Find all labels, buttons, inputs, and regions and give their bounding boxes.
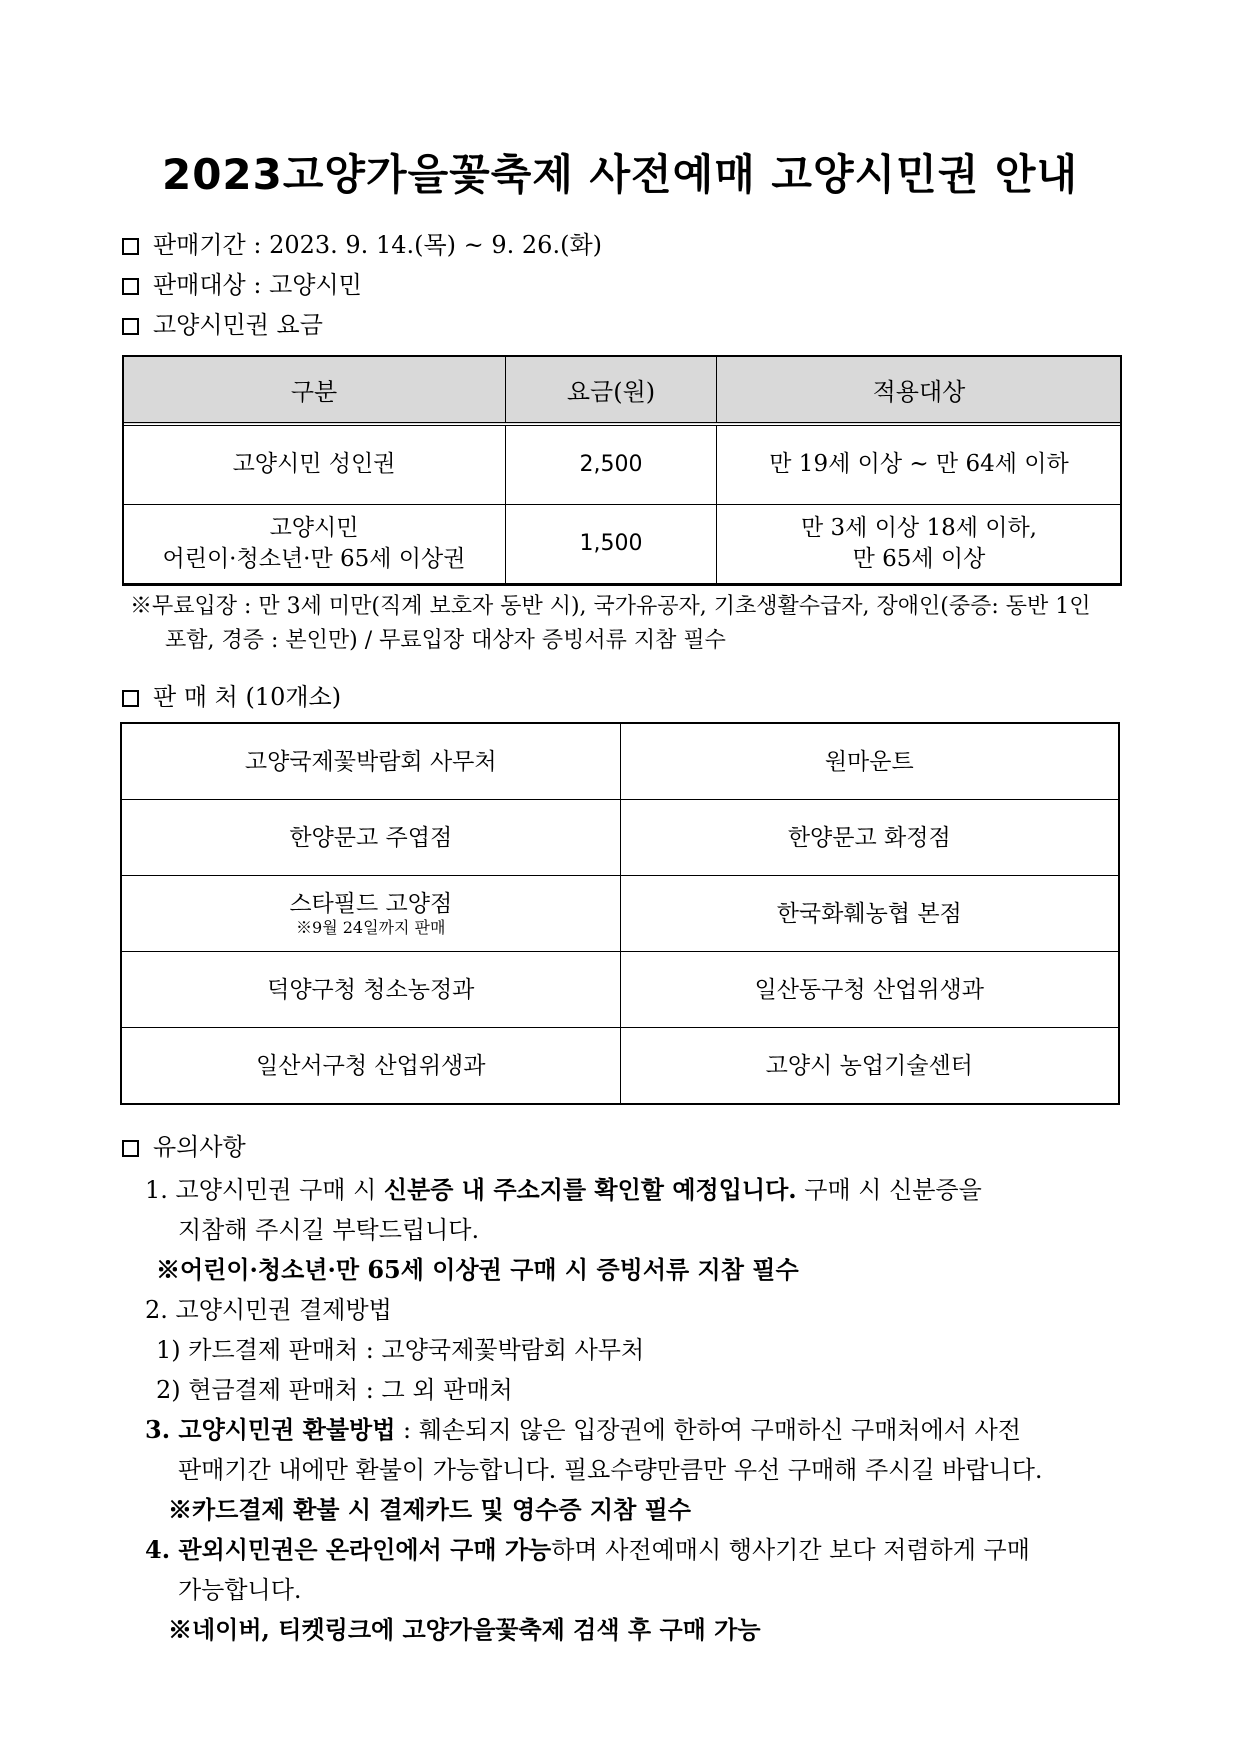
note-1: 1. 고양시민권 구매 시 신분증 내 주소지를 확인할 예정입니다. 구매 시 신분증을 <box>145 1175 982 1204</box>
table-row <box>121 1028 1119 1105</box>
checkbox-square-icon <box>122 278 139 295</box>
header-target: 적용대상 <box>717 356 1122 425</box>
note-2-1: 1) 카드결제 판매처 : 고양국제꽃박람회 사무처 <box>156 1336 645 1364</box>
table-row <box>123 504 1122 583</box>
sales-period: 판매기간 : 2023. 9. 14.(목) ~ 9. 26.(화) <box>122 228 602 262</box>
free-entry-note <box>130 590 1130 658</box>
header-price: 요금(원) <box>506 356 717 425</box>
sales-target: 판매대상 : 고양시민 <box>122 268 362 302</box>
table-row <box>121 723 1119 800</box>
free-note-line2: 포함, 경증 : 본인만) / 무료입장 대상자 증빙서류 지참 필수 <box>165 628 726 653</box>
checkbox-square-icon <box>122 238 139 255</box>
shop-cell: 덕양구청 청소농정과 <box>121 952 620 1028</box>
shop-cell: 고양시 농업기술센터 <box>620 1028 1119 1105</box>
table-row <box>121 876 1119 952</box>
note-2-2: 2) 현금결제 판매처 : 그 외 판매처 <box>156 1376 513 1404</box>
note-1-line2: 지참해 주시길 부탁드립니다. <box>178 1216 480 1244</box>
free-note-line1: ※무료입장 : 만 3세 미만(직계 보호자 동반 시), 국가유공자, 기초생활수급자, 장애인(중증: 동반 1인 <box>130 594 1091 619</box>
header-category: 구분 <box>123 356 506 425</box>
fee-table-header <box>123 356 1122 425</box>
note-4-warning: ※네이버, 티켓링크에 고양가을꽃축제 검색 후 구매 가능 <box>168 1615 761 1644</box>
row-price: 1,500 <box>506 504 717 583</box>
note-4: 4. 관외시민권은 온라인에서 구매 가능하며 사전예매시 행사기간 보다 저렴하게 구매 <box>145 1535 1030 1564</box>
table-row <box>121 800 1119 876</box>
note-3-warning: ※카드결제 환불 시 결제카드 및 영수증 지참 필수 <box>168 1495 691 1524</box>
shops-heading: 판 매 처 (10개소) <box>122 680 341 714</box>
shop-cell: 한양문고 주엽점 <box>121 800 620 876</box>
checkbox-square-icon <box>122 318 139 335</box>
note-3: 3. 고양시민권 환불방법 : 훼손되지 않은 입장권에 한하여 구매하신 구매처에서 사전 <box>145 1415 1021 1444</box>
shop-cell: 일산동구청 산업위생과 <box>620 952 1119 1028</box>
shop-cell: 원마운트 <box>620 723 1119 800</box>
note-2: 2. 고양시민권 결제방법 <box>145 1296 392 1324</box>
note-4-line2: 가능합니다. <box>178 1576 302 1604</box>
notes-heading: 유의사항 <box>122 1130 246 1164</box>
shop-cell: 일산서구청 산업위생과 <box>121 1028 620 1105</box>
fee-heading: 고양시민권 요금 <box>122 308 323 342</box>
table-row <box>123 424 1122 504</box>
checkbox-square-icon <box>122 690 139 707</box>
shop-cell: 한국화훼농협 본점 <box>620 876 1119 952</box>
shops-table <box>120 722 1120 1105</box>
table-row <box>121 952 1119 1028</box>
page-title: 2023고양가을꽃축제 사전예매 고양시민권 안내 <box>161 150 1079 199</box>
row-target: 만 3세 이상 18세 이하, 만 65세 이상 <box>717 504 1122 583</box>
row-category: 고양시민 성인권 <box>123 424 506 504</box>
checkbox-square-icon <box>122 1140 139 1157</box>
fee-table <box>122 355 1122 584</box>
row-category: 고양시민 어린이·청소년·만 65세 이상권 <box>123 504 506 583</box>
row-price: 2,500 <box>506 424 717 504</box>
shop-sub-note: ※9월 24일까지 판매 <box>296 917 446 937</box>
shop-cell: 스타필드 고양점 ※9월 24일까지 판매 <box>121 876 620 952</box>
note-3-line2: 판매기간 내에만 환불이 가능합니다. 필요수량만큼만 우선 구매해 주시길 바랍니다. <box>178 1456 1043 1484</box>
shop-cell: 한양문고 화정점 <box>620 800 1119 876</box>
shop-cell: 고양국제꽃박람회 사무처 <box>121 723 620 800</box>
row-target: 만 19세 이상 ~ 만 64세 이하 <box>717 424 1122 504</box>
note-1-warning: ※어린이·청소년·만 65세 이상권 구매 시 증빙서류 지참 필수 <box>156 1255 799 1284</box>
